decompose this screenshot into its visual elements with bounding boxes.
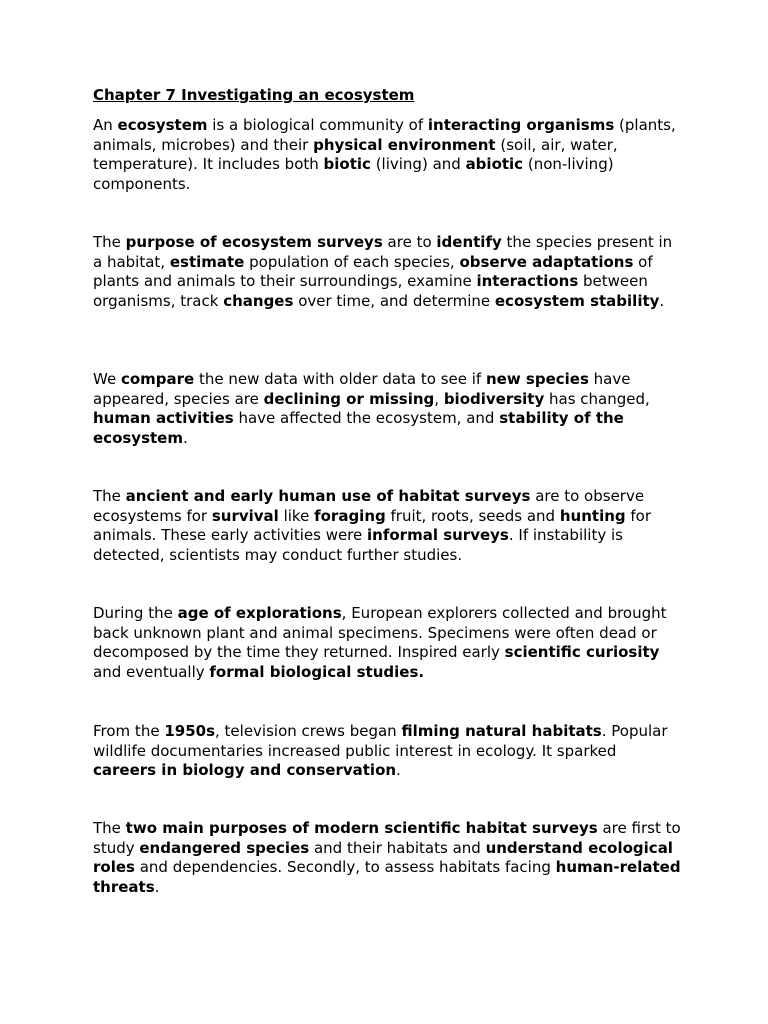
bold-term: hunting bbox=[559, 506, 626, 525]
bold-term: careers in biology and conservation bbox=[93, 761, 397, 779]
bold-term: physical environment bbox=[313, 135, 496, 154]
text-run: for animals. These early activities were bbox=[93, 506, 652, 544]
text-run: (plants, animals, microbes) and their bbox=[93, 116, 676, 154]
text-run: . Popular wildlife documentaries increased public interest in ecology. It sparked bbox=[93, 722, 668, 760]
bold-term: scientific curiosity bbox=[504, 643, 660, 661]
text-run: are first to study bbox=[93, 819, 681, 857]
text-run: During the bbox=[93, 604, 178, 622]
bold-term: changes bbox=[223, 291, 294, 310]
text-run: . bbox=[154, 877, 160, 896]
bold-term: human-related threats bbox=[93, 858, 681, 896]
text-run: . bbox=[659, 291, 665, 310]
paragraph-ecosystem-definition bbox=[93, 116, 683, 194]
text-run: are to observe ecosystems for bbox=[93, 487, 645, 525]
text-run: An bbox=[93, 116, 118, 134]
bold-term: observe adaptations bbox=[459, 252, 634, 271]
text-run: over time, and determine bbox=[293, 291, 495, 310]
bold-term: abiotic bbox=[465, 155, 524, 173]
paragraph-early-human-use bbox=[93, 487, 683, 565]
bold-term: stability of the ecosystem bbox=[93, 409, 624, 447]
paragraph-modern-surveys bbox=[93, 819, 683, 897]
text-run: . If instability is detected, scientists may conduct further studies. bbox=[93, 526, 623, 564]
bold-term: declining or missing bbox=[263, 389, 435, 408]
paragraph-1950s bbox=[93, 722, 683, 781]
text-run: the species present in a habitat, bbox=[93, 233, 673, 271]
text-run: , bbox=[434, 389, 444, 408]
text-run: and their habitats and bbox=[309, 838, 486, 857]
text-run: . bbox=[182, 428, 188, 447]
text-run: The bbox=[93, 233, 126, 251]
text-run: the new data with older data to see if bbox=[194, 370, 486, 388]
paragraph-age-of-explorations bbox=[93, 604, 683, 682]
text-run: have appeared, species are bbox=[93, 370, 631, 408]
bold-term: endangered species bbox=[139, 838, 310, 857]
bold-term: new species bbox=[485, 370, 589, 388]
bold-term: survival bbox=[211, 506, 279, 525]
bold-term: identify bbox=[436, 233, 502, 251]
paragraph-survey-purpose bbox=[93, 233, 683, 311]
text-run: are to bbox=[382, 233, 437, 251]
bold-term: formal biological studies. bbox=[209, 662, 425, 681]
text-run: and dependencies. Secondly, to assess habitats facing bbox=[134, 858, 556, 876]
bold-term: understand ecological roles bbox=[93, 838, 673, 876]
bold-term: ecosystem bbox=[117, 116, 208, 134]
bold-term: two main purposes of modern scientific habitat surveys bbox=[125, 819, 598, 837]
text-run: (soil, air, water, temperature). It includes both bbox=[93, 135, 618, 173]
text-run: The bbox=[93, 487, 126, 505]
text-run: of plants and animals to their surroundings, examine bbox=[93, 252, 653, 290]
chapter-title: Chapter 7 Investigating an ecosystem bbox=[93, 86, 415, 104]
text-run: have affected the ecosystem, and bbox=[233, 409, 500, 427]
text-run: (non-living) components. bbox=[93, 155, 614, 193]
text-run: , television crews began bbox=[215, 722, 402, 740]
bold-term: filming natural habitats bbox=[401, 722, 602, 740]
text-run: has changed, bbox=[544, 389, 650, 408]
bold-term: compare bbox=[120, 370, 195, 388]
bold-term: estimate bbox=[169, 252, 245, 271]
text-run: . bbox=[396, 761, 401, 779]
bold-term: biotic bbox=[323, 155, 371, 173]
text-run: is a biological community of bbox=[207, 116, 428, 134]
bold-term: age of explorations bbox=[177, 604, 342, 622]
text-run: (living) and bbox=[370, 155, 466, 173]
bold-term: 1950s bbox=[164, 722, 216, 740]
paragraph-data-comparison bbox=[93, 370, 683, 448]
bold-term: informal surveys bbox=[367, 526, 509, 544]
bold-term: interactions bbox=[476, 272, 579, 290]
text-run: We bbox=[93, 370, 121, 388]
bold-term: purpose of ecosystem surveys bbox=[125, 233, 383, 251]
bold-term: ancient and early human use of habitat surveys bbox=[125, 487, 531, 505]
text-run: between organisms, track bbox=[93, 272, 648, 310]
text-run: and eventually bbox=[93, 662, 210, 681]
bold-term: ecosystem stability bbox=[494, 291, 660, 310]
bold-term: human activities bbox=[93, 409, 234, 427]
text-run: The bbox=[93, 819, 126, 837]
text-run: like bbox=[278, 506, 315, 525]
bold-term: biodiversity bbox=[443, 389, 545, 408]
text-run: From the bbox=[93, 722, 165, 740]
bold-term: interacting organisms bbox=[427, 116, 615, 134]
text-run: population of each species, bbox=[244, 252, 460, 271]
text-run: fruit, roots, seeds and bbox=[385, 506, 560, 525]
bold-term: foraging bbox=[314, 506, 386, 525]
text-run: , European explorers collected and brought back unknown plant and animal specimens. Specimens were often dead or decomposed by the time they returned. Inspired early bbox=[93, 604, 667, 661]
